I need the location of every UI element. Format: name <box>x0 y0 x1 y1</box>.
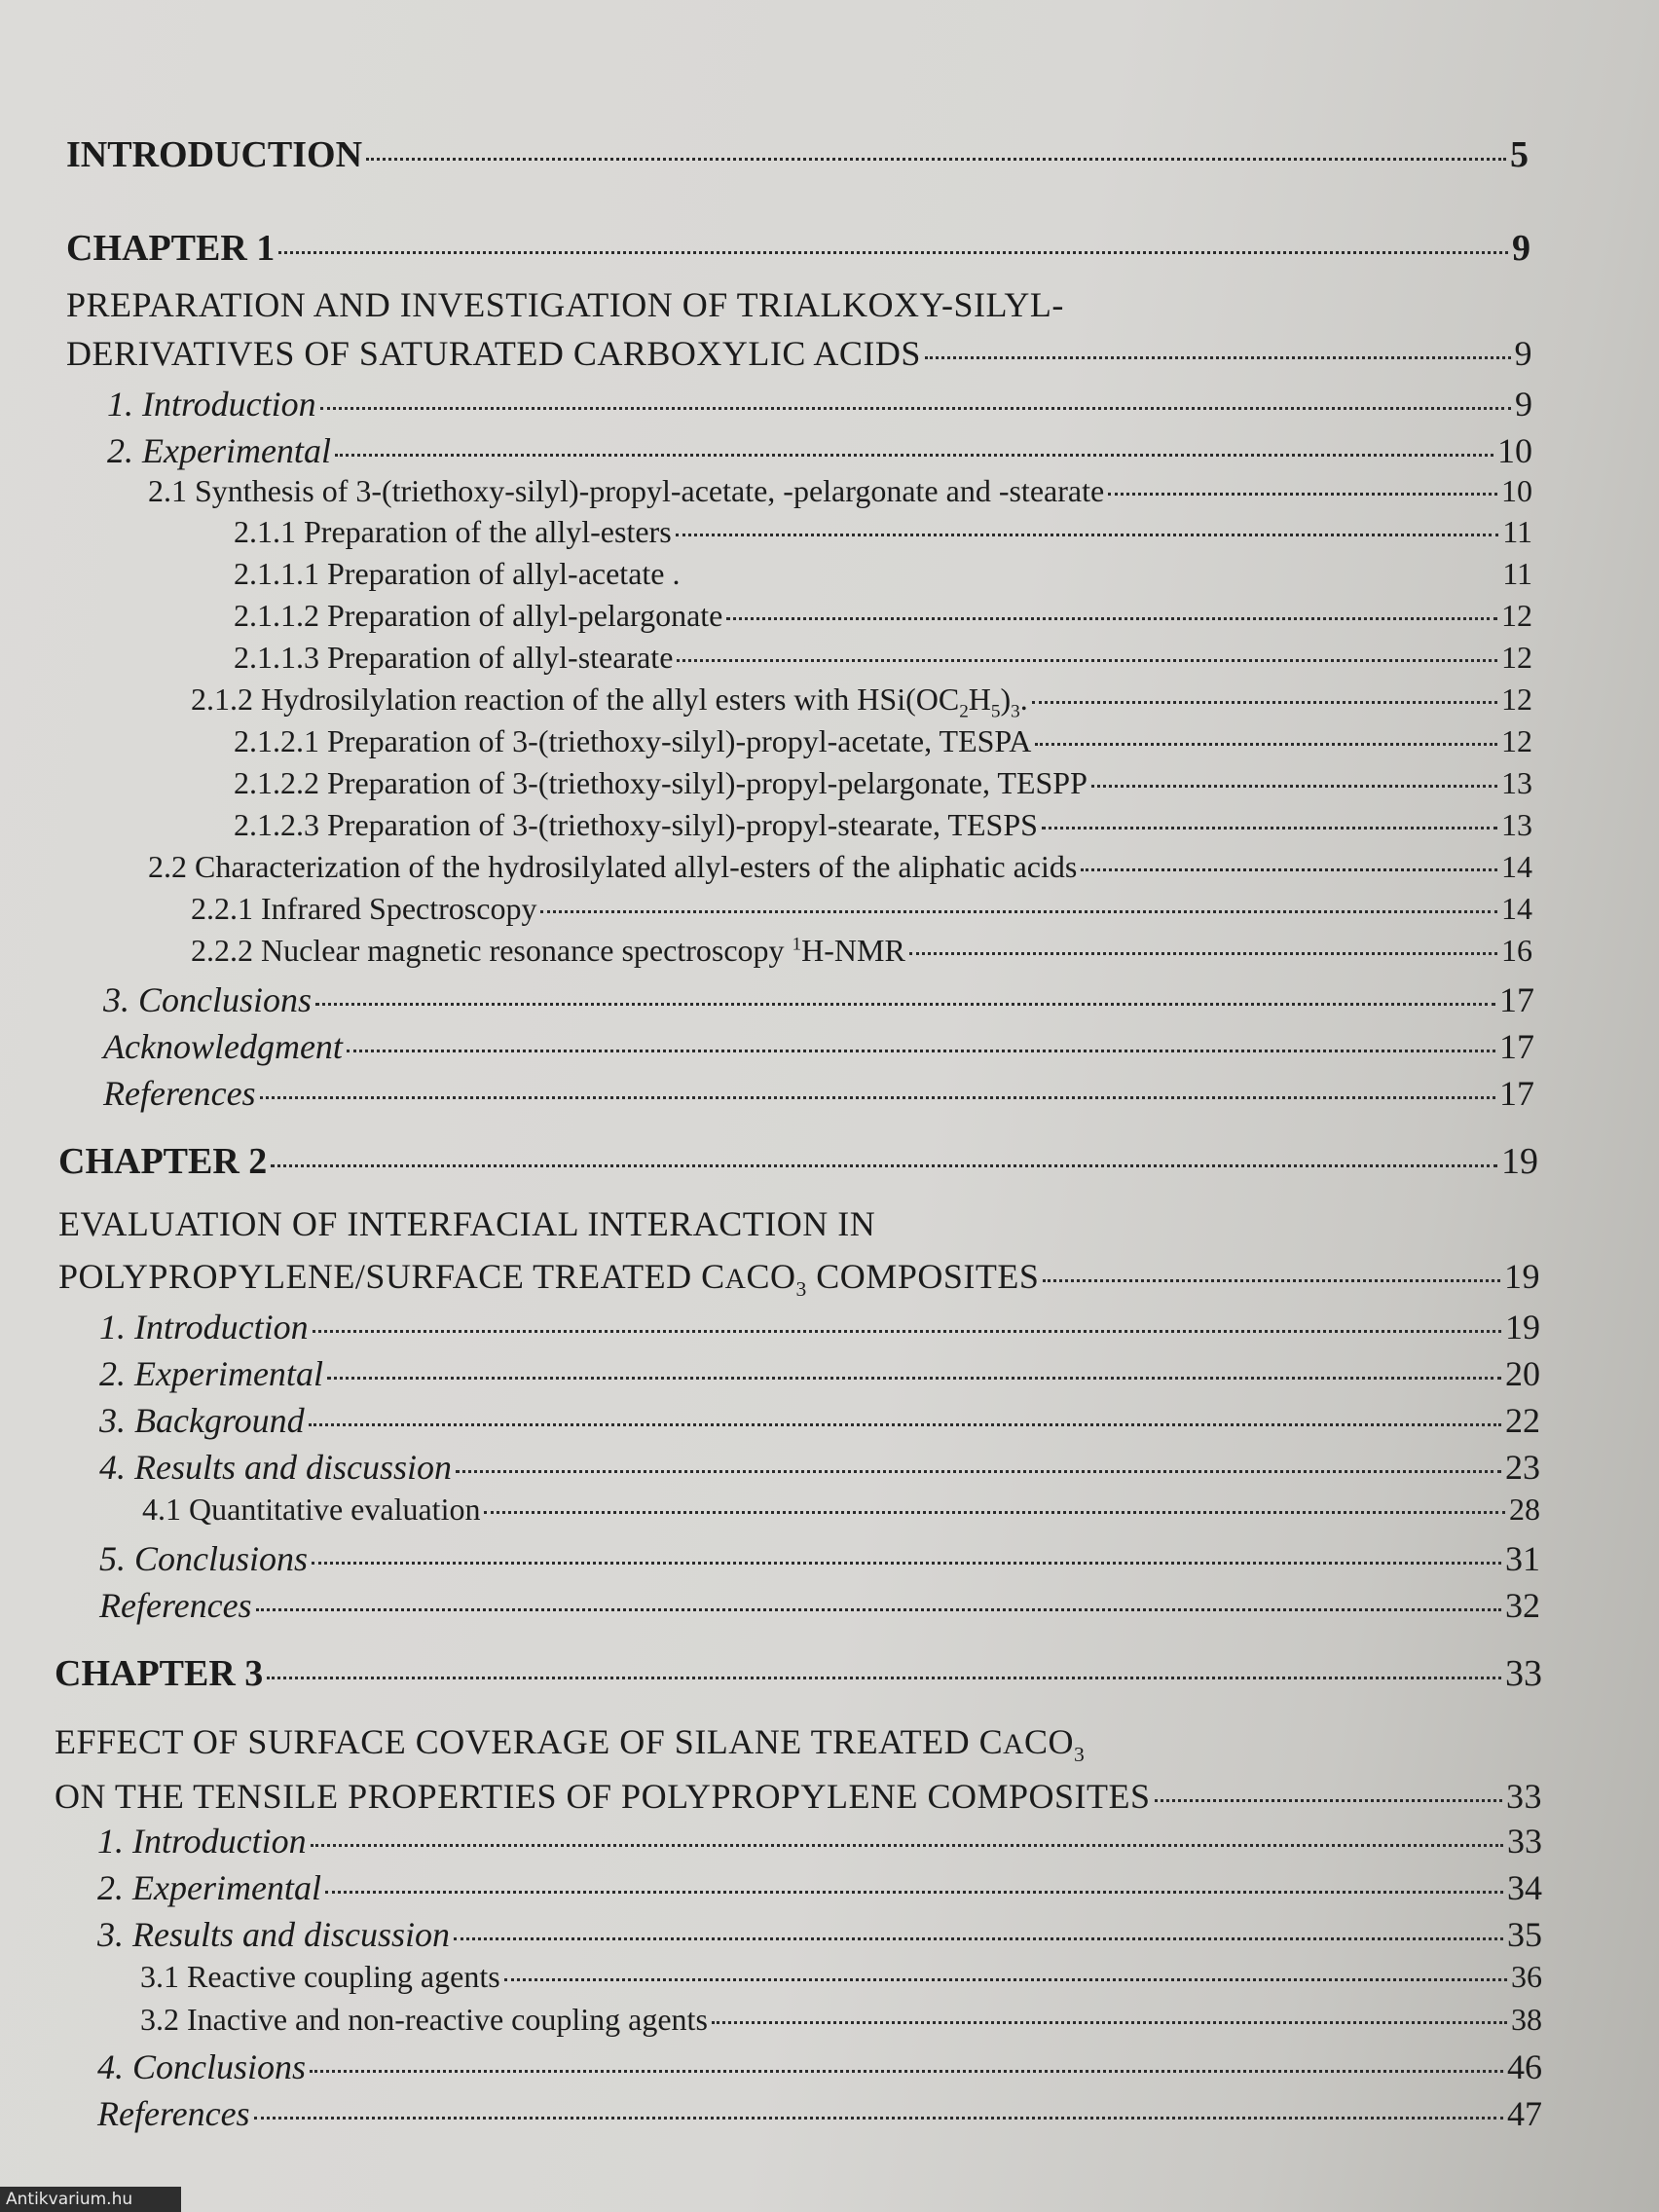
label-part: 2.2.2 Nuclear magnetic resonance spectroscopy <box>191 933 793 968</box>
toc-page-number: 11 <box>1502 514 1532 549</box>
small-caps-letter: A <box>724 1264 747 1295</box>
toc-entry-ch3-conclusions <box>0 2041 1659 2085</box>
chapter-2-title-line-1: EVALUATION OF INTERFACIAL INTERACTION IN <box>58 1204 876 1243</box>
toc-page-number: 33 <box>1506 1777 1542 1816</box>
toc-label: 1. Introduction <box>107 385 316 424</box>
dot-leader <box>1155 1764 1502 1802</box>
dot-leader <box>254 2082 1503 2120</box>
label-part: . <box>1019 682 1028 717</box>
label-part: CO <box>746 1257 796 1296</box>
subscript: 5 <box>990 701 1001 722</box>
toc-page-number: 36 <box>1511 1959 1542 1994</box>
dot-leader <box>320 372 1511 410</box>
toc-label: 2.1.2.3 Preparation of 3-(triethoxy-silyl)-propyl-stearate, TESPS <box>234 807 1038 842</box>
toc-entry-ch2-background <box>0 1394 1659 1439</box>
toc-label: 3. Background <box>99 1401 305 1440</box>
dot-leader <box>366 121 1506 161</box>
toc-page-number: 23 <box>1505 1448 1540 1487</box>
toc-label: 3. Conclusions <box>103 980 313 1019</box>
label-part: CO <box>1023 1722 1074 1761</box>
dot-leader <box>683 544 1498 578</box>
toc-entry-2-2-2 <box>0 927 1659 972</box>
dot-leader <box>271 1127 1497 1167</box>
toc-page-number: 12 <box>1501 723 1532 758</box>
dot-leader <box>677 628 1497 662</box>
subscript: 2 <box>959 701 969 722</box>
dot-leader <box>278 214 1508 254</box>
toc-label: 3.1 Reactive coupling agents <box>140 1959 500 1994</box>
toc-label: 2. Experimental <box>107 431 331 470</box>
toc-page-number: 33 <box>1505 1653 1542 1694</box>
dot-leader <box>1043 1244 1500 1282</box>
toc-entry-chapter-2 <box>0 1133 1659 1182</box>
toc-label: 3. Results and discussion <box>97 1915 451 1954</box>
toc-entry-ch2-conclusions <box>0 1532 1659 1577</box>
dot-leader <box>1108 461 1497 496</box>
toc-entry-ch3-references <box>0 2087 1659 2132</box>
toc-entry-ch1-introduction <box>0 378 1659 423</box>
dot-leader <box>327 1342 1501 1380</box>
toc-entry-ch3-experimental <box>0 1862 1659 1906</box>
toc-page-number: 5 <box>1510 134 1529 175</box>
dot-leader <box>313 1295 1501 1333</box>
dot-leader <box>676 502 1499 536</box>
toc-label: 2.1.2.1 Preparation of 3-(triethoxy-silyl)-propyl-acetate, TESPA <box>234 723 1032 758</box>
label-part: POLYPROPYLENE/SURFACE TREATED C <box>58 1257 725 1296</box>
toc-label: 1. Introduction <box>99 1308 309 1346</box>
toc-page-number: 10 <box>1501 473 1532 508</box>
chapter-1-title-line-1: PREPARATION AND INVESTIGATION OF TRIALKOXY-SILYL- <box>66 285 1064 324</box>
toc-label: ON THE TENSILE PROPERTIES OF POLYPROPYLENE COMPOSITES <box>55 1777 1151 1816</box>
toc-label: 4. Conclusions <box>97 2047 307 2086</box>
subscript: 3 <box>1011 701 1020 722</box>
toc-entry-ch2-introduction <box>0 1301 1659 1346</box>
toc-page-number: 17 <box>1499 1027 1534 1066</box>
dot-leader <box>310 2035 1503 2073</box>
toc-page-number: 47 <box>1507 2094 1542 2133</box>
label-part: H <box>968 682 991 717</box>
dot-leader <box>309 1388 1501 1426</box>
toc-label: 3.2 Inactive and non-reactive coupling agents <box>140 2002 708 2037</box>
dot-leader <box>504 1947 1507 1981</box>
toc-label: References <box>103 1074 256 1113</box>
dot-leader <box>925 321 1511 359</box>
toc-page-number: 13 <box>1501 807 1532 842</box>
subscript: 3 <box>1073 1743 1086 1767</box>
label-part: H-NMR <box>801 933 905 968</box>
toc-page-number: 9 <box>1512 228 1530 269</box>
toc-page-number: 38 <box>1511 2002 1542 2037</box>
dot-leader <box>347 1014 1495 1052</box>
toc-label: 2.2 Characterization of the hydrosilylated allyl-esters of the aliphatic acids <box>148 849 1078 884</box>
toc-page-number: 9 <box>1515 385 1532 424</box>
toc-page-number: 20 <box>1505 1354 1540 1393</box>
label-part: 2.1.2 Hydrosilylation reaction of the allyl esters with HSi(OC <box>191 682 960 717</box>
superscript: 1 <box>792 934 802 955</box>
dot-leader <box>712 1990 1507 2024</box>
toc-page-number: 12 <box>1501 640 1532 675</box>
toc-label: 2. Experimental <box>97 1868 321 1907</box>
toc-entry-chapter-3 <box>0 1645 1659 1694</box>
toc-label: 2.1.2.2 Preparation of 3-(triethoxy-silyl)-propyl-pelargonate, TESPP <box>234 765 1088 800</box>
dot-leader <box>909 921 1497 955</box>
toc-page-number: 9 <box>1514 334 1532 373</box>
label-part: ) <box>1000 682 1012 717</box>
toc-page-number: 19 <box>1501 1141 1538 1182</box>
toc-label: 1. Introduction <box>97 1822 307 1861</box>
label-part: COMPOSITES <box>806 1257 1040 1296</box>
toc-page-number: 17 <box>1499 980 1534 1019</box>
toc-page-number: 11 <box>1502 556 1532 591</box>
chapter-3-title-line-1 <box>55 1721 1085 1767</box>
toc-label: 2.1.1.2 Preparation of allyl-pelargonate <box>234 598 723 633</box>
toc-page-number: 19 <box>1505 1308 1540 1346</box>
toc-label: References <box>99 1586 252 1625</box>
toc-page-number: 28 <box>1509 1492 1540 1527</box>
dot-leader <box>540 879 1497 913</box>
toc-entry-ch1-conclusions <box>0 974 1659 1018</box>
toc-label: 2.2.1 Infrared Spectroscopy <box>191 891 537 926</box>
toc-page-number: 19 <box>1504 1257 1540 1296</box>
toc-label: 2.1.1.3 Preparation of allyl-stearate <box>234 640 674 675</box>
dot-leader <box>1035 712 1497 746</box>
toc-page-number: 13 <box>1501 765 1532 800</box>
dot-leader <box>726 586 1497 620</box>
toc-page-number: 16 <box>1501 933 1532 968</box>
dot-leader <box>1042 795 1497 830</box>
toc-page-number: 31 <box>1505 1539 1540 1578</box>
chapter-2-title-line-2 <box>0 1250 1659 1302</box>
toc-page-number: 35 <box>1507 1915 1542 1954</box>
toc-entry-ch3-introduction <box>0 1815 1659 1860</box>
small-caps-letter: A <box>1003 1729 1024 1760</box>
toc-label <box>191 933 905 969</box>
dot-leader <box>1032 670 1497 704</box>
toc-page-number: 14 <box>1501 891 1532 926</box>
toc-entry-ch1-references <box>0 1067 1659 1112</box>
toc-entry-chapter-1 <box>0 220 1659 269</box>
dot-leader <box>256 1573 1501 1611</box>
toc-label: Acknowledgment <box>103 1027 343 1066</box>
site-watermark: Antikvarium.hu <box>0 2187 181 2212</box>
dot-leader <box>1091 754 1497 788</box>
toc-page-number: 33 <box>1507 1822 1542 1861</box>
subscript: 3 <box>795 1277 807 1302</box>
toc-page-number: 14 <box>1501 849 1532 884</box>
toc-page-number: 12 <box>1501 682 1532 717</box>
toc-label: 2.1 Synthesis of 3-(triethoxy-silyl)-propyl-acetate, -pelargonate and -stearate <box>148 473 1105 508</box>
toc-entry-ch2-references <box>0 1579 1659 1624</box>
dot-leader <box>260 1061 1495 1099</box>
dot-leader <box>456 1435 1501 1473</box>
toc-page-number: 17 <box>1499 1074 1534 1113</box>
dot-leader <box>325 1856 1503 1894</box>
toc-label: 4. Results and discussion <box>99 1448 453 1487</box>
dot-leader <box>454 1902 1503 1940</box>
toc-label: 2.1.1 Preparation of the allyl-esters <box>234 514 672 549</box>
dot-leader <box>335 419 1493 457</box>
toc-label: References <box>97 2094 250 2133</box>
dot-leader <box>315 968 1495 1006</box>
chapter-1-title-line-2 <box>0 327 1659 372</box>
toc-label: INTRODUCTION <box>66 134 363 175</box>
dot-leader <box>312 1527 1501 1565</box>
dot-leader <box>311 1809 1503 1847</box>
toc-entry-ch1-acknowledgment <box>0 1020 1659 1065</box>
toc-label: 4.1 Quantitative evaluation <box>142 1492 481 1527</box>
toc-page-number: 34 <box>1507 1868 1542 1907</box>
toc-page-number: 12 <box>1501 598 1532 633</box>
dot-leader <box>267 1640 1501 1679</box>
toc-page-number: 10 <box>1497 431 1532 470</box>
toc-page-number: 32 <box>1505 1586 1540 1625</box>
toc-label: 5. Conclusions <box>99 1539 309 1578</box>
toc-entry-ch2-experimental <box>0 1347 1659 1392</box>
toc-entry-4-1 <box>0 1486 1659 1530</box>
label-part: EFFECT OF SURFACE COVERAGE OF SILANE TREATED C <box>55 1722 1004 1761</box>
toc-label: 2.1.1.1 Preparation of allyl-acetate . <box>234 556 681 591</box>
toc-page-number: 22 <box>1505 1401 1540 1440</box>
toc-page-number: 46 <box>1507 2047 1542 2086</box>
toc-entry-introduction <box>0 127 1659 175</box>
toc-label: 2. Experimental <box>99 1354 323 1393</box>
toc-label: CHAPTER 1 <box>66 228 276 269</box>
dot-leader <box>484 1480 1505 1514</box>
dot-leader <box>1081 837 1497 871</box>
toc-label: DERIVATIVES OF SATURATED CARBOXYLIC ACIDS <box>66 334 921 373</box>
toc-label: CHAPTER 2 <box>58 1141 268 1182</box>
toc-label: CHAPTER 3 <box>55 1653 264 1694</box>
